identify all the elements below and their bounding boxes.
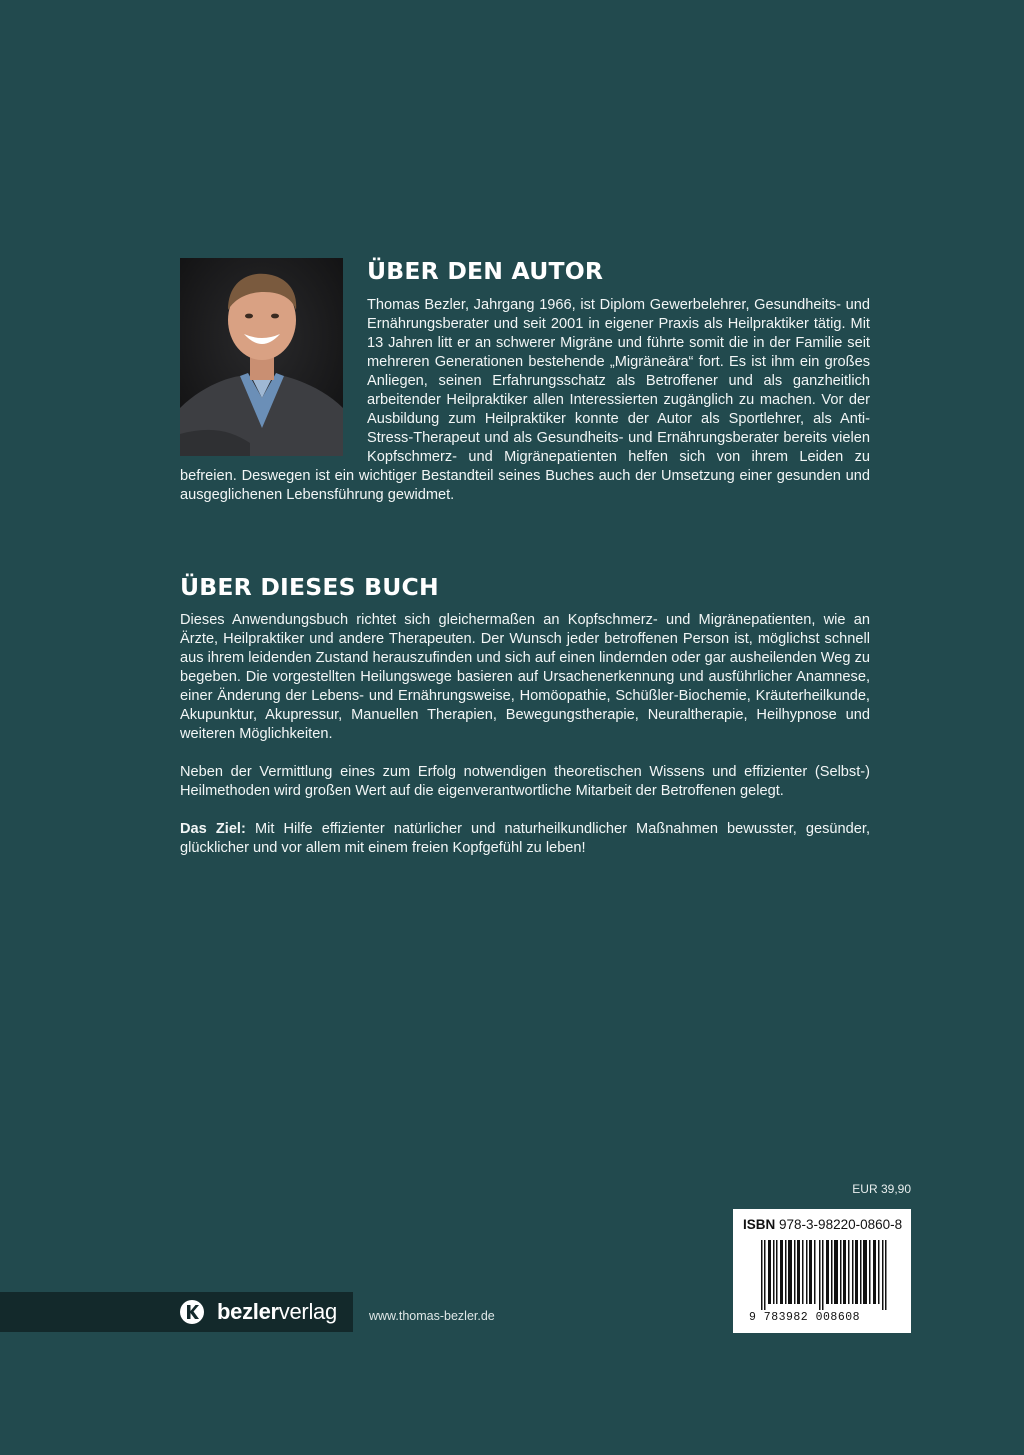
publisher-name-bold: bezler [217,1299,279,1324]
price-label: EUR 39,90 [852,1182,911,1196]
isbn-line [743,1217,902,1232]
barcode-image [761,1240,887,1310]
about-author-section [180,256,870,505]
goal-text: Mit Hilfe effizienter natürlicher und naturheilkundlicher Maßnahmen bewusster, gesünder, glücklicher und vor allem mit einem freien Kopfgefühl zu leben! [180,821,870,856]
publisher-band [0,1292,353,1332]
publisher-name [217,1299,337,1325]
about-book-heading: ÜBER DIESES BUCH [180,573,439,601]
author-bio: Thomas Bezler, Jahrgang 1966, ist Diplom Gewerbelehrer, Gesundheits- und Ernährungsberater und seit 2001 in eigener Praxis als Heilpraktiker tätig. Mit 13 Jahren litt er an schwerer Migräne und führte somit die in der Familie seit mehreren Generationen bestehende „Migräneära“ fort. Es ist ihm ein großes Anliegen, seinen Erfahrungsschatz als Betroffener und als ganzheitlich arbeitender Heilpraktiker allen Interessierten zugänglich zu machen. Vor der Ausbildung zum Heilpraktiker konnte der Autor als Sportlehrer, als Anti-Stress-Therapeut und als Gesundheits- und Ernährungsberater bereits vielen Kopfschmerz- und Migränepatienten helfen sich von ihrem Leiden zu befreien. Deswegen ist ein wichtiger Bestandteil seines Buches auch der Umsetzung einer gesunden und ausgeglichenen Lebensführung gewidmet. [180,297,870,503]
barcode-digits: 9 783982 008608 [749,1311,861,1324]
book-methods-paragraph: Neben der Vermittlung eines zum Erfolg notwendigen theoretischen Wissens und effizienter (Selbst-) Heilmethoden wird großen Wert auf die eigenverantwortliche Mitarbeit der Betroffenen gelegt. [180,764,870,799]
about-book-section [180,572,870,877]
isbn-barcode-box [733,1209,911,1333]
goal-label: Das Ziel: [180,821,246,837]
book-description-paragraph: Dieses Anwendungsbuch richtet sich gleichermaßen an Kopfschmerz- und Migränepatienten, wie an Ärzte, Heilpraktiker und andere Therapeuten. Der Wunsch jeder betroffenen Person ist, möglichst schnell aus ihrem leidenden Zustand herauszufinden und sich auf einen lindernden oder gar ausheilenden Weg zu begeben. Die vorgestellten Heilungswege basieren auf Ursachenerkennung und ausführlicher Anamnese, einer Änderung der Lebens- und Ernährungsweise, Homöopathie, Schüßler-Biochemie, Kräuterheilkunde, Akupunktur, Akupressur, Manuellen Therapien, Bewegungstherapie, Neuraltherapie, Heilhypnose und weiteren Möglichkeiten. [180,612,870,742]
isbn-label: ISBN [743,1217,776,1232]
author-photo [180,258,343,456]
publisher-logo-icon [180,1300,204,1324]
website-link[interactable]: www.thomas-bezler.de [369,1309,495,1323]
about-author-heading: ÜBER DEN AUTOR [367,257,604,285]
book-goal-paragraph [180,820,870,858]
isbn-number: 978-3-98220-0860-8 [779,1217,903,1232]
publisher-name-regular: verlag [278,1299,337,1324]
